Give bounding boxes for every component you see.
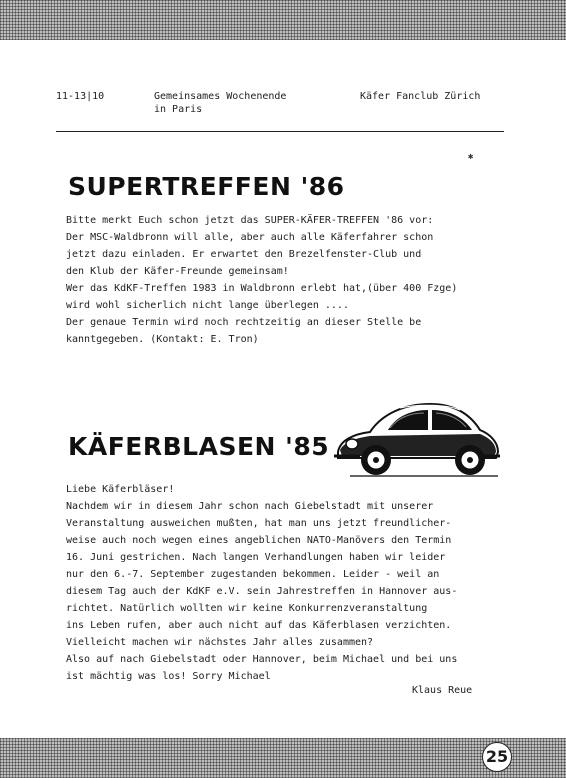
body-line: diesem Tag auch der KdKF e.V. sein Jahrestreffen in Hannover aus- <box>66 586 458 597</box>
vw-beetle-car-icon <box>330 400 502 478</box>
body-line: Der genaue Termin wird noch rechtzeitig an dieser Stelle be <box>66 317 422 328</box>
body-line: 16. Juni gestrichen. Nach langen Verhandlungen haben wir leider <box>66 552 446 563</box>
article-body-supertreffen <box>66 212 516 348</box>
body-line: ins Leben rufen, aber auch nicht auf das Käferblasen verzichten. <box>66 620 452 631</box>
body-line: ist mächtig was los! Sorry Michael <box>66 671 271 682</box>
body-line: Vielleicht machen wir nächstes Jahr alles zusammen? <box>66 637 374 648</box>
body-line: richtet. Natürlich wollten wir keine Konkurrenzveranstaltung <box>66 603 428 614</box>
body-line: Veranstaltung ausweichen mußten, hat man uns jetzt freundlicher- <box>66 518 452 529</box>
header-club: Käfer Fanclub Zürich <box>360 91 481 102</box>
header-event <box>154 90 286 116</box>
header-date: 11-13|10 <box>56 91 105 102</box>
body-line: kanntgegeben. (Kontakt: E. Tron) <box>66 334 259 345</box>
article-title-kaeferblasen: KÄFERBLASEN '85 <box>68 432 330 461</box>
body-line: Der MSC-Waldbronn will alle, aber auch alle Käferfahrer schon <box>66 232 434 243</box>
page-number: 25 <box>482 742 512 772</box>
article-body-kaeferblasen <box>66 481 516 685</box>
body-line: jetzt dazu einladen. Er erwartet den Brezelfenster-Club und <box>66 249 422 260</box>
article-title-supertreffen: SUPERTREFFEN '86 <box>68 172 345 201</box>
body-line: Bitte merkt Euch schon jetzt das SUPER-KÄFER-TREFFEN '86 vor: <box>66 215 434 226</box>
body-line: nur den 6.-7. September zugestanden bekommen. Leider - weil an <box>66 569 440 580</box>
body-line: Nachdem wir in diesem Jahr schon nach Giebelstadt mit unserer <box>66 501 434 512</box>
top-dither-border <box>0 0 566 40</box>
article-signature: Klaus Reue <box>412 685 473 696</box>
header-event-line1: Gemeinsames Wochenende <box>154 91 287 102</box>
body-line: Liebe Käferbläser! <box>66 484 175 495</box>
speck-mark: ✱ <box>468 152 474 162</box>
header-divider <box>56 131 504 132</box>
header-event-line2: in Paris <box>154 104 203 115</box>
body-line: Also auf nach Giebelstadt oder Hannover, beim Michael und bei uns <box>66 654 458 665</box>
body-line: den Klub der Käfer-Freunde gemeinsam! <box>66 266 289 277</box>
body-line: weise auch noch wegen eines angeblichen NATO-Manövers den Termin <box>66 535 452 546</box>
body-line: Wer das KdKF-Treffen 1983 in Waldbronn erlebt hat,(über 400 Fzge) <box>66 283 458 294</box>
body-line: wird wohl sicherlich nicht lange überlegen .... <box>66 300 349 311</box>
